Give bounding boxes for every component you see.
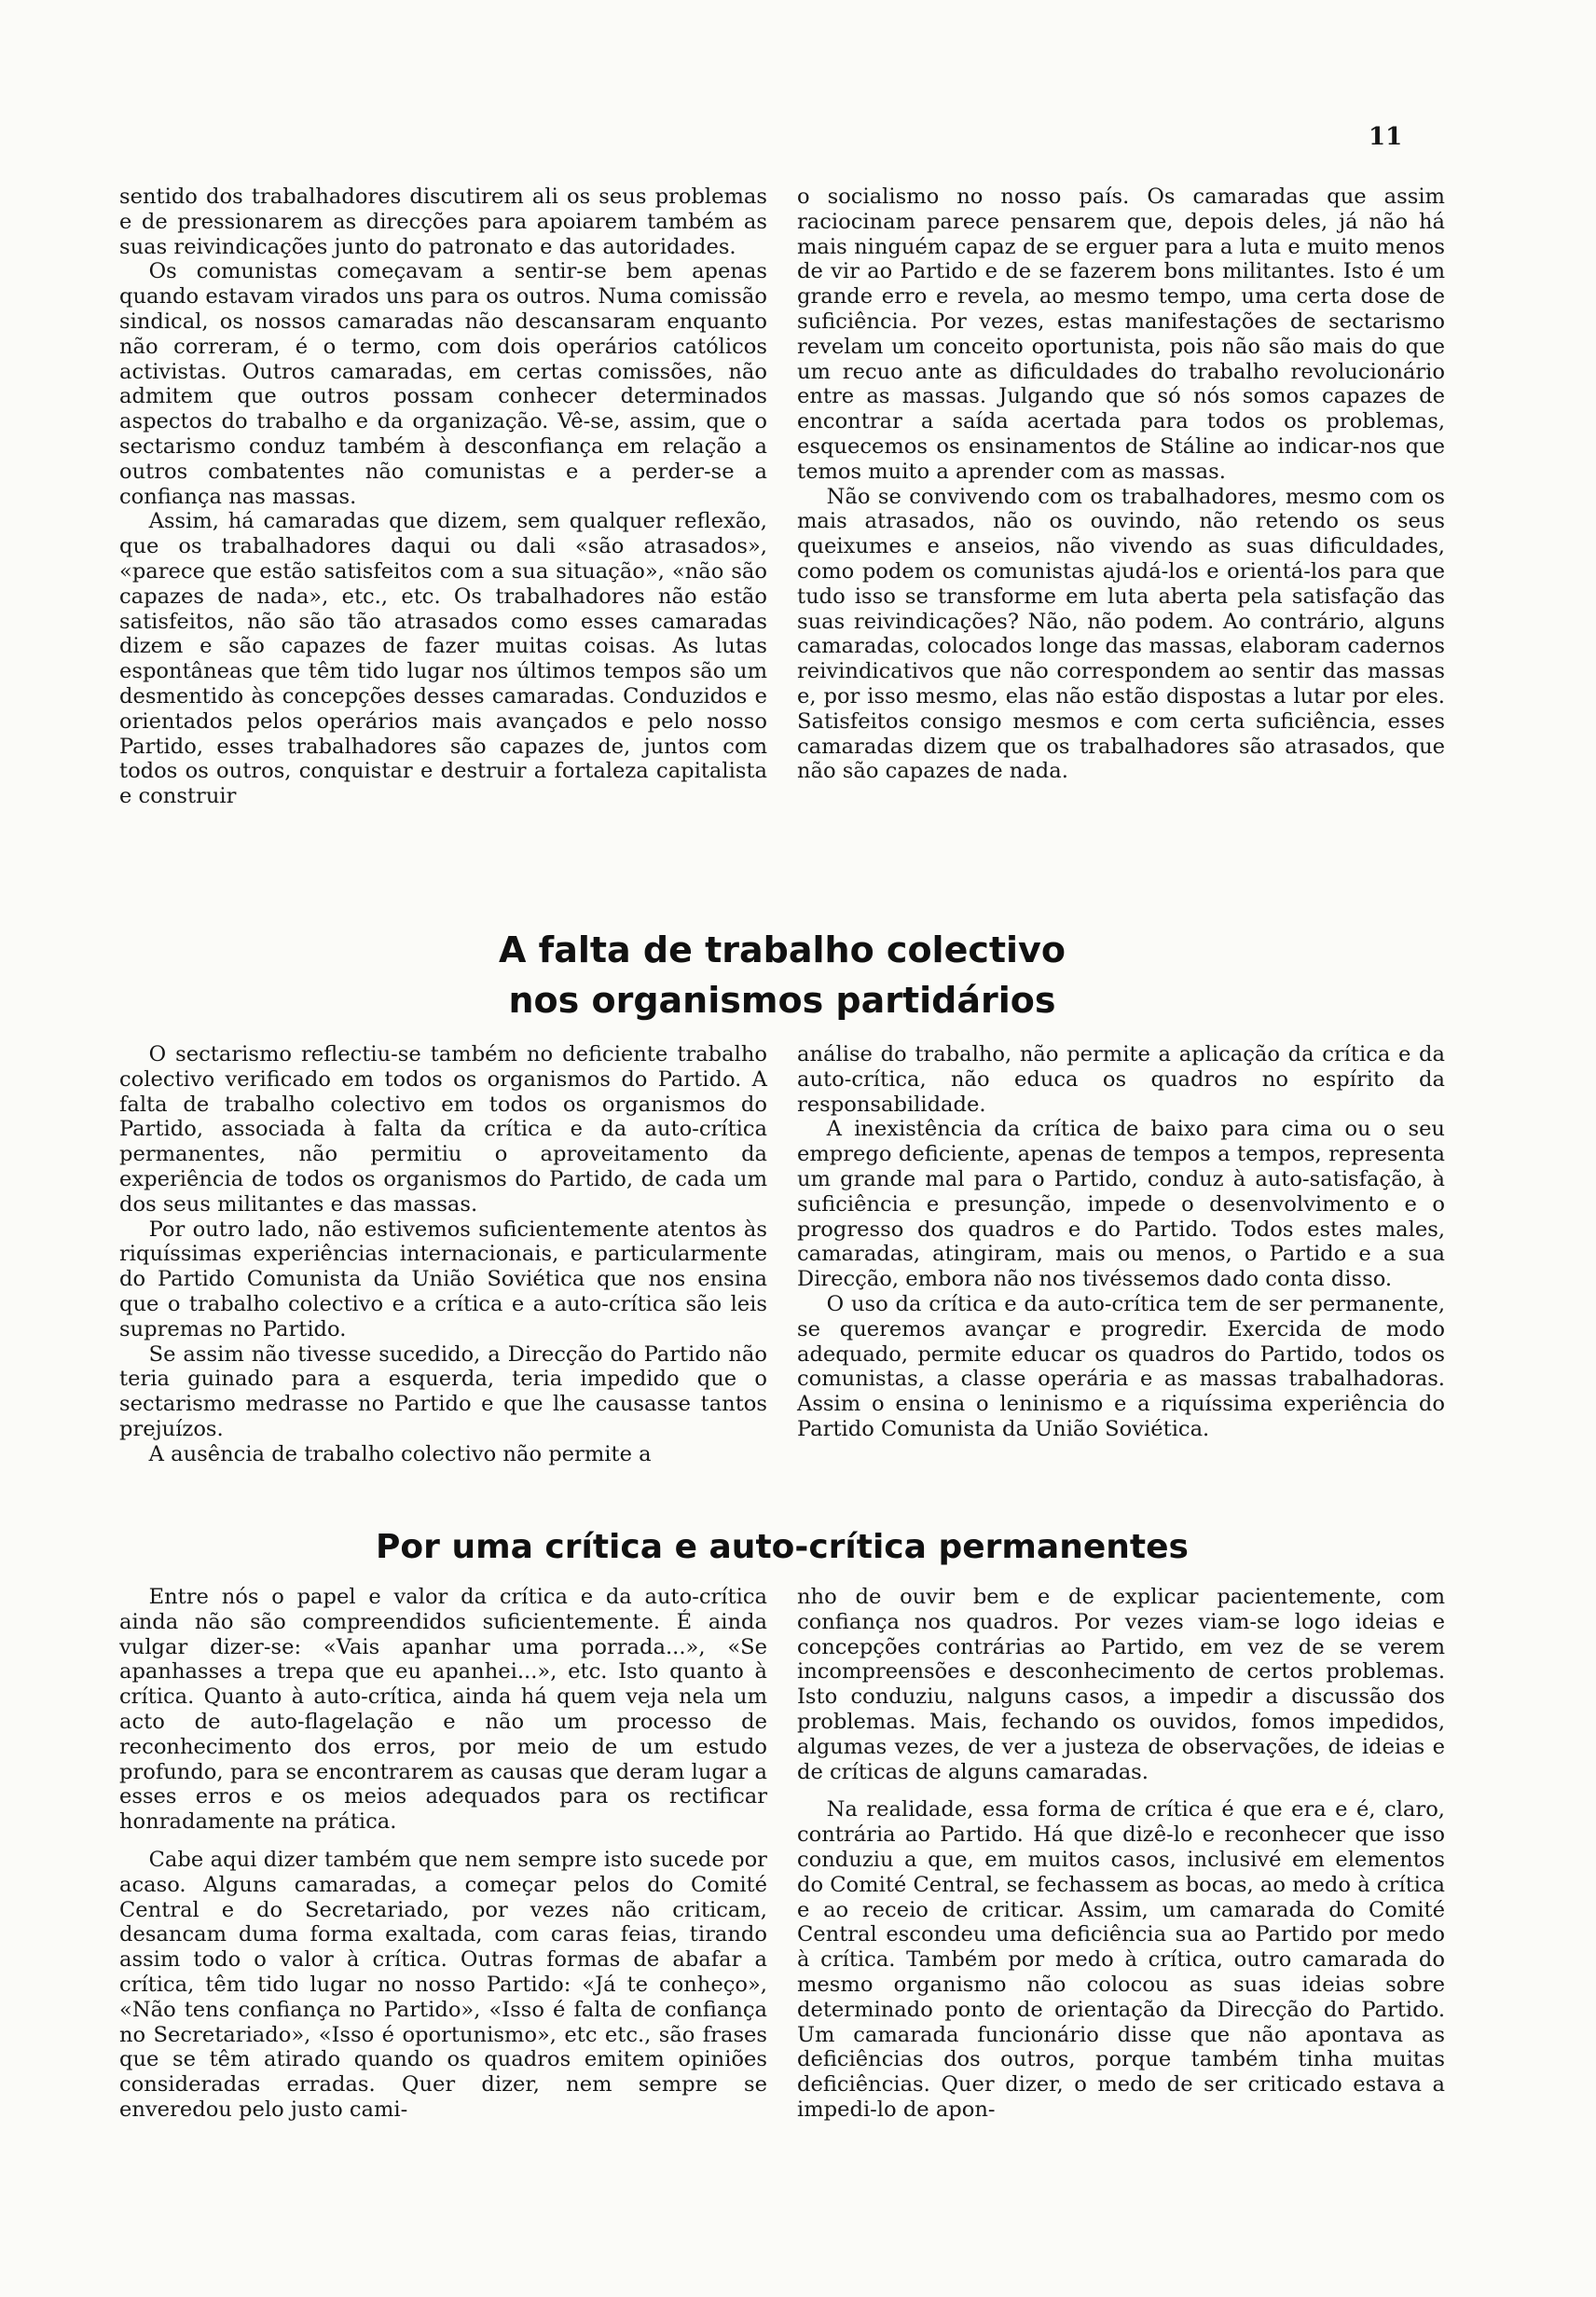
paragraph: o socialismo no nosso país. Os camaradas que assim raciocinam parece pensarem que, depois deles, já não há mais ninguém capaz de se erguer para a luta e muito menos de vir ao Partido e de se fazerem bons militantes. Isto é um grande erro e revela, ao mesmo tempo, uma certa dose de suficiência. Por vezes, estas manifestações de sectarismo revelam um conceito oportunista, pois não são mais do que um recuo ante as dificuldades do trabalho revolucionário entre as massas. Julgando que só nós somos capazes de encontrar a saída acertada para todos os problemas, esquecemos os ensinamentos de Stáline ao indicar-nos que temos muito a aprender com as massas. [797,185,1445,484]
heading-line-1: A falta de trabalho colectivo [499,929,1066,970]
section-2-right-column [797,1042,1445,1467]
heading-line-2: nos organismos partidários [508,980,1056,1021]
section-1-left-column [119,185,767,809]
section-3-right-column [797,1585,1445,2123]
paragraph: Por outro lado, não estivemos suficientemente atentos às riquíssimas experiências internacionais, e particularmente do Partido Comunista da União Soviética que nos ensina que o trabalho colectivo e a crítica e a auto-crítica são leis supremas no Partido. [119,1217,767,1341]
paragraph: Se assim não tivesse sucedido, a Direcção do Partido não teria guinado para a esquerda, teria impedido que o sectarismo medrasse no Partido e que lhe causasse tantos prejuízos. [119,1341,767,1441]
section-3-left-column [119,1585,767,2123]
section-2-left-column [119,1042,767,1467]
paragraph: análise do trabalho, não permite a aplicação da crítica e da auto-crítica, não educa os quadros no espírito da responsabilidade. [797,1042,1445,1117]
page-number: 11 [1369,123,1403,151]
paragraph: Cabe aqui dizer também que nem sempre isto sucede por acaso. Alguns camaradas, a começar pelos do Comité Central e do Secretariado, por vezes não criticam, desancam duma forma exaltada, com caras feias, tirando assim todo o valor à crítica. Outras formas de abafar a crítica, têm tido lugar no nosso Partido: «Já te conheço», «Não tens confiança no Partido», «Isso é falta de confiança no Secretariado», «Isso é oportunismo», etc etc., são frases que se têm atirado quando os quadros emitem opiniões consideradas erradas. Quer dizer, nem sempre se enveredou pelo justo cami- [119,1847,767,2122]
paragraph: O sectarismo reflectiu-se também no deficiente trabalho colectivo verificado em todos os organismos do Partido. A falta de trabalho colectivo em todos os organismos do Partido, associada à falta da crítica e da auto-crítica permanentes, não permitiu o aproveitamento da experiência de todos os organismos do Partido, de cada um dos seus militantes e das massas. [119,1042,767,1217]
section-1-columns [119,185,1445,809]
paragraph: Não se convivendo com os trabalhadores, mesmo com os mais atrasados, não os ouvindo, não retendo os seus queixumes e anseios, não vivendo as suas dificuldades, como podem os comunistas ajudá-los e orientá-los para que tudo isso se transforme em luta aberta pela satisfação das suas reivindicações? Não, não podem. Ao contrário, alguns camaradas, colocados longe das massas, elaboram cadernos reivindicativos que não correspondem ao sentir das massas e, por isso mesmo, elas não estão dispostas a lutar por eles. Satisfeitos consigo mesmos e com certa suficiência, esses camaradas dizem que os trabalhadores são atrasados, que não são capazes de nada. [797,484,1445,784]
paragraph: sentido dos trabalhadores discutirem ali os seus problemas e de pressionarem as direcções para apoiarem também as suas reivindicações junto do patronato e das autoridades. [119,185,767,259]
paragraph: nho de ouvir bem e de explicar pacientemente, com confiança nos quadros. Por vezes viam-se logo ideias e concepções contrárias ao Partido, em vez de se verem incompreensões e desconhecimento de certos problemas. Isto conduziu, nalguns casos, a impedir a discussão dos problemas. Mais, fechando os ouvidos, fomos impedidos, algumas vezes, de ver a justeza de observações, de ideias e de críticas de alguns camaradas. [797,1585,1445,1784]
section-2-columns [119,1042,1445,1467]
section-1-right-column [797,185,1445,809]
section-heading-2: Por uma crítica e auto-crítica permanentes [376,1528,1189,1566]
paragraph: Os comunistas começavam a sentir-se bem apenas quando estavam virados uns para os outros. Numa comissão sindical, os nossos camaradas não descansaram enquanto não correram, é o termo, com dois operários católicos activistas. Outros camaradas, em certas comissões, não admitem que outros possam conhecer determinados aspectos do trabalho e da organização. Vê-se, assim, que o sectarismo conduz também à desconfiança em relação a outros combatentes não comunistas e a perder-se a confiança nas massas. [119,259,767,509]
paragraph: Na realidade, essa forma de crítica é que era e é, claro, contrária ao Partido. Há que dizê-lo e reconhecer que isso conduziu a que, em muitos casos, inclusivé em elementos do Comité Central, se fechassem as bocas, ao medo à crítica e ao receio de criticar. Assim, um camarada do Comité Central escondeu uma deficiência sua ao Partido por medo à crítica. Também por medo à crítica, outro camarada do mesmo organismo não colocou as suas ideias sobre determinado ponto de orientação da Direcção do Partido. Um camarada funcionário disse que não apontava as deficiências dos outros, porque também tinha muitas deficiências. Quer dizer, o medo de ser criticado estava a impedi-lo de apon- [797,1797,1445,2122]
section-heading-1 [119,925,1445,1025]
section-3-columns [119,1585,1445,2123]
paragraph: Assim, há camaradas que dizem, sem qualquer reflexão, que os trabalhadores daqui ou dali «são atrasados», «parece que estão satisfeitos com a sua situação», «não são capazes de nada», etc., etc. Os trabalhadores não estão satisfeitos, não são tão atrasados como esses camaradas dizem e são capazes de fazer muitas coisas. As lutas espontâneas que têm tido lugar nos últimos tempos são um desmentido às concepções desses camaradas. Conduzidos e orientados pelos operários mais avançados e pelo nosso Partido, esses trabalhadores são capazes de, juntos com todos os outros, conquistar e destruir a fortaleza capitalista e construir [119,509,767,809]
paragraph: A inexistência da crítica de baixo para cima ou o seu emprego deficiente, apenas de tempos a tempos, representa um grande mal para o Partido, conduz à auto-satisfação, à suficiência e presunção, impede o desenvolvimento e o progresso dos quadros e do Partido. Todos estes males, camaradas, atingiram, mais ou menos, o Partido e a sua Direcção, embora não nos tivéssemos dado conta disso. [797,1117,1445,1292]
paragraph: A ausência de trabalho colectivo não permite a [148,1441,652,1466]
paragraph: Entre nós o papel e valor da crítica e da auto-crítica ainda não são compreendidos suficientemente. É ainda vulgar dizer-se: «Vais apanhar uma porrada...», «Se apanhasses a trepa que eu apanhei...», etc. Isto quanto à crítica. Quanto à auto-crítica, ainda há quem veja nela um acto de auto-flagelação e não um processo de reconhecimento dos erros, por meio de um estudo profundo, para se encontrarem as causas que deram lugar a esses erros e os meios adequados para os rectificar honradamente na prática. [119,1585,767,1835]
paragraph: O uso da crítica e da auto-crítica tem de ser permanente, se queremos avançar e progredir. Exercida de modo adequado, permite educar os quadros do Partido, todos os comunistas, a classe operária e as massas trabalhadoras. Assim o ensina o leninismo e a riquíssima experiência do Partido Comunista da União Soviética. [797,1291,1445,1441]
